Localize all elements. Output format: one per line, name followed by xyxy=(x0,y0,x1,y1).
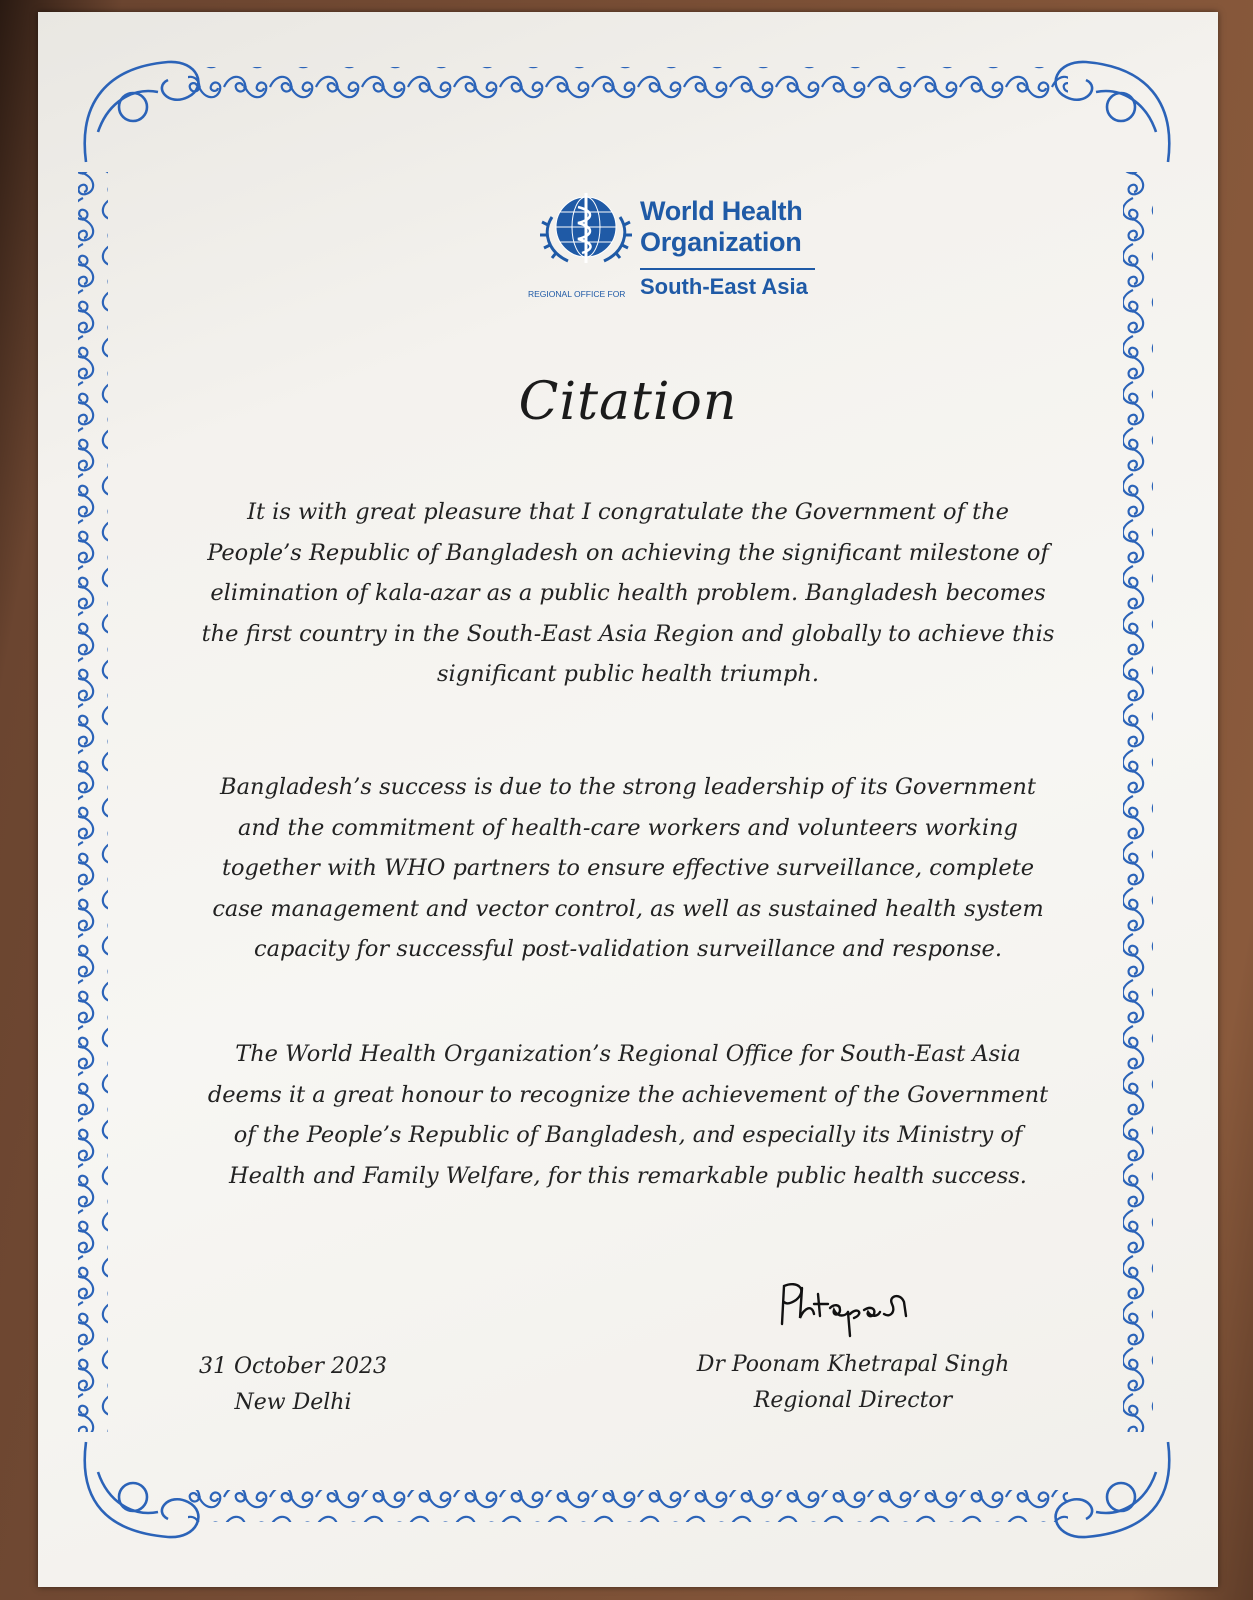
signatory-block xyxy=(658,1347,1048,1419)
citation-paragraph-3: The World Health Organization’s Regional Office for South-East Asia deems it a great honour to recognize the achievement of the Government of the People’s Republic of Bangladesh, and especially its Ministry of Health and Family Welfare, for this remarkable public health success. xyxy=(207,1041,1049,1189)
date-place-block xyxy=(158,1349,428,1421)
signatory-name: Dr Poonam Khetrapal Singh xyxy=(696,1352,1010,1377)
region-name: South-East Asia xyxy=(640,274,808,299)
citation-paragraph-2: Bangladesh’s success is due to the strong leadership of its Government and the commitment of health-care workers and volunteers working together with WHO partners to ensure effective surveillance, complete case management and vector control, as well as sustained health system capacity for successful post-validation surveillance and response. xyxy=(212,774,1044,962)
org-name-line-1: World Health xyxy=(640,196,803,226)
signatory-role: Regional Director xyxy=(753,1388,953,1413)
org-name-line-2: Organization xyxy=(640,227,802,257)
logo-divider xyxy=(640,268,815,270)
who-logo xyxy=(488,182,808,312)
regional-office-prefix: REGIONAL OFFICE FOR xyxy=(528,289,626,299)
citation-title: Citation xyxy=(518,372,738,432)
citation-certificate xyxy=(38,12,1218,1587)
handwritten-signature xyxy=(768,1274,928,1344)
citation-date: 31 October 2023 xyxy=(198,1354,388,1379)
citation-place: New Delhi xyxy=(234,1390,352,1415)
who-emblem-icon xyxy=(538,187,634,267)
citation-paragraph-1: It is with great pleasure that I congratulate the Government of the People’s Republic of Bangladesh on achieving the significant milestone of elimination of kala-azar as a public health problem. Bangladesh becomes the first country in the South-East Asia Region and globally to achieve this significant public health triumph. xyxy=(201,499,1055,687)
organization-name xyxy=(640,196,802,258)
